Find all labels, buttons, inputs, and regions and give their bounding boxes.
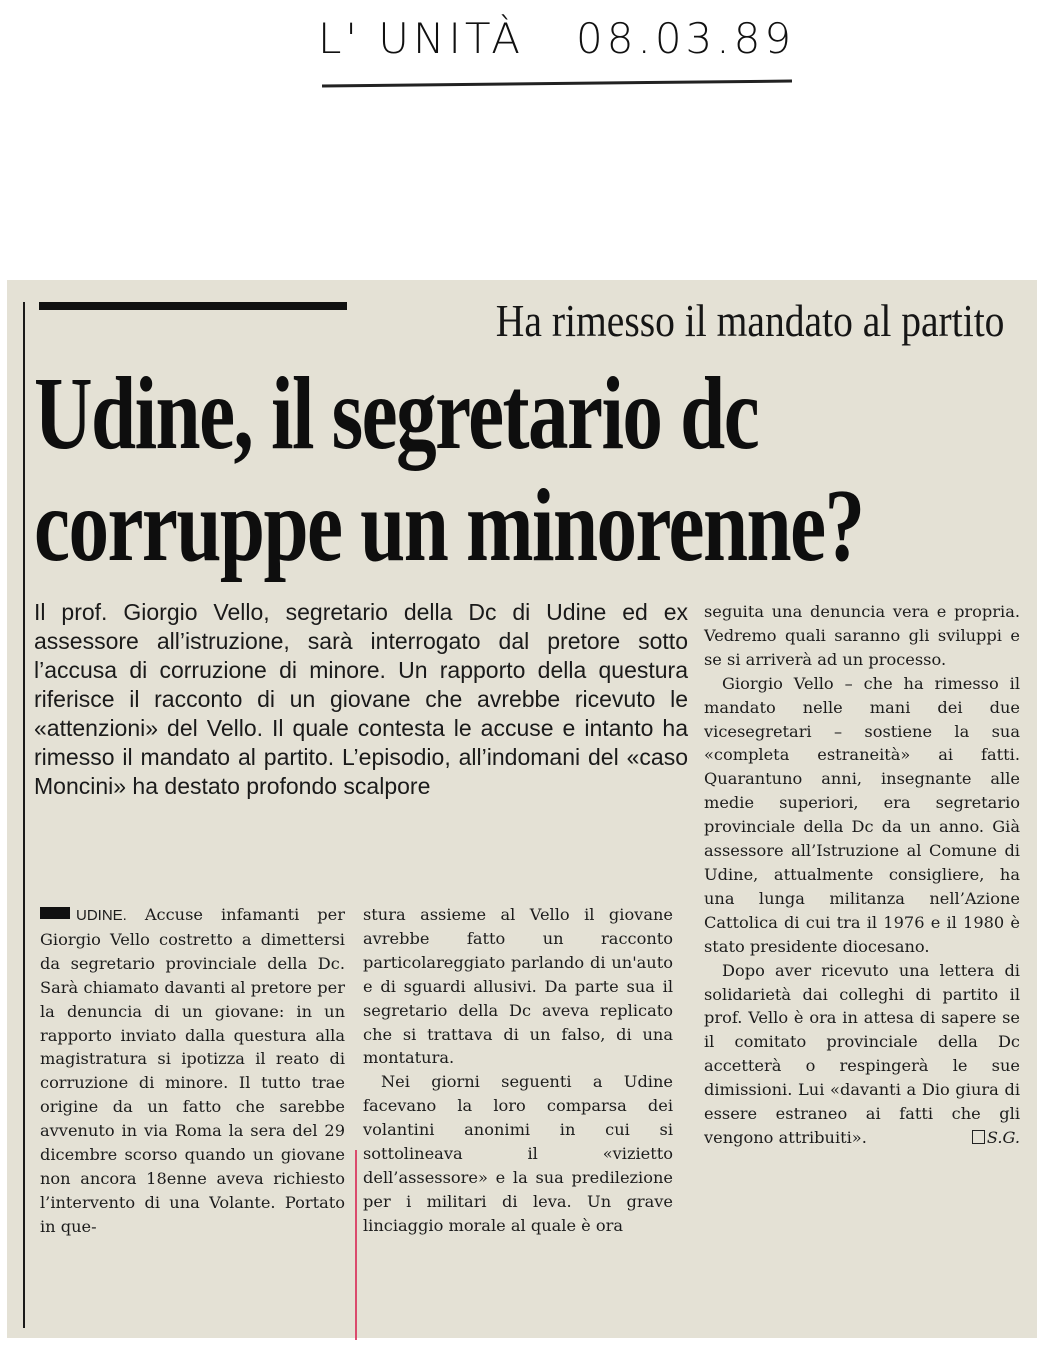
body-paragraph	[40, 903, 345, 1239]
standfirst-text: Il prof. Giorgio Vello, segretario della Dc di Udine ed ex assessore all’istruzione, sarà interrogato dal pretore sotto l’accusa di corruzione di minore. Un rapporto della questura riferisce il racconto di un giovane che avrebbe ricevuto le «attenzioni» del Vello. Il quale contesta le accuse e intanto ha rimesso il mandato al partito. L’episodio, all’indomani del «caso Moncini» ha destato profondo scalpore	[34, 599, 688, 799]
body-paragraph: stura assieme al Vello il giovane avrebbe fatto un racconto particolareggiato parlando di un'auto e di sguardi allusivi. Da parte sua il segretario della Dc aveva replicato che si trattava di un falso, di una montatura.	[363, 905, 673, 1068]
standfirst	[34, 598, 688, 801]
kicker-bar	[39, 302, 347, 310]
newspaper-clipping	[7, 280, 1037, 1338]
body-column-right	[704, 600, 1020, 1150]
body-text: Accuse infamanti per Giorgio Vello costretto a dimettersi da segretario provinciale della Dc. Sarà chiamato davanti al pretore per la denuncia di un giovane: in un rapporto inviato dalla questura alla magistratura si ipotizza il reato di corruzione di minore. Il tutto trae origine da un fatto che sarebbe avvenuto in via Roma la sera del 29 dicembre scorso quando un giovane non ancora 18enne aveva richiesto l’intervento di una Volante. Portato in que-	[40, 905, 345, 1236]
headline	[34, 358, 864, 582]
left-column-rule	[23, 302, 25, 1328]
dateline: UDINE.	[76, 907, 127, 924]
body-paragraph: Nei giorni seguenti a Udine facevano la loro comparsa dei volantini anonimi in cui si sottolineava il «vizietto dell’assessore» e la sua predilezione per i militari di leva. Un grave linciaggio morale al quale è ora	[363, 1072, 673, 1235]
body-column-left	[40, 903, 345, 1239]
kicker: Ha rimesso il mandato al partito	[495, 295, 1004, 346]
signature-initials: S.G.	[986, 1127, 1020, 1147]
handwritten-underline	[322, 80, 792, 88]
body-paragraph: seguita una denuncia vera e propria. Vedremo quali saranno gli sviluppi e se si arriverà ad un processo.	[704, 602, 1020, 669]
headline-line-2: corruppe un minorenne?	[34, 468, 864, 583]
body-paragraph	[704, 959, 1020, 1150]
body-column-middle	[363, 903, 673, 1238]
dateline-marker-icon	[40, 907, 70, 919]
body-text: Dopo aver ricevuto una lettera di solidarietà dai colleghi di partito il prof. Vello è ora in attesa di sapere se il comitato provinciale della Dc accetterà o respingerà le sue dimissioni. Lui «davanti a Dio giura di essere estraneo ai fatti che gli vengono attribuiti».	[704, 960, 1020, 1147]
body-paragraph: Giorgio Vello – che ha rimesso il mandato nelle mani dei due vicesegretari – sostiene la sua «completa estraneità» ai fatti. Quarantuno anni, insegnante alle medie superiori, era segretario provinciale della Dc da un anno. Già assessore all’Istruzione al Comune di Udine, attualmente consigliere, ha una lunga militanza nell’Azione Cattolica di cui tra il 1976 e il 1980 è stato presidente diocesano.	[704, 673, 1020, 956]
headline-line-1: Udine, il segretario dc	[34, 356, 759, 471]
handwritten-source-label: L' UNITÀ 08.03.89	[318, 14, 796, 63]
author-signature	[954, 1126, 1020, 1150]
column-divider-mark	[355, 1150, 357, 1340]
square-icon	[972, 1130, 985, 1144]
